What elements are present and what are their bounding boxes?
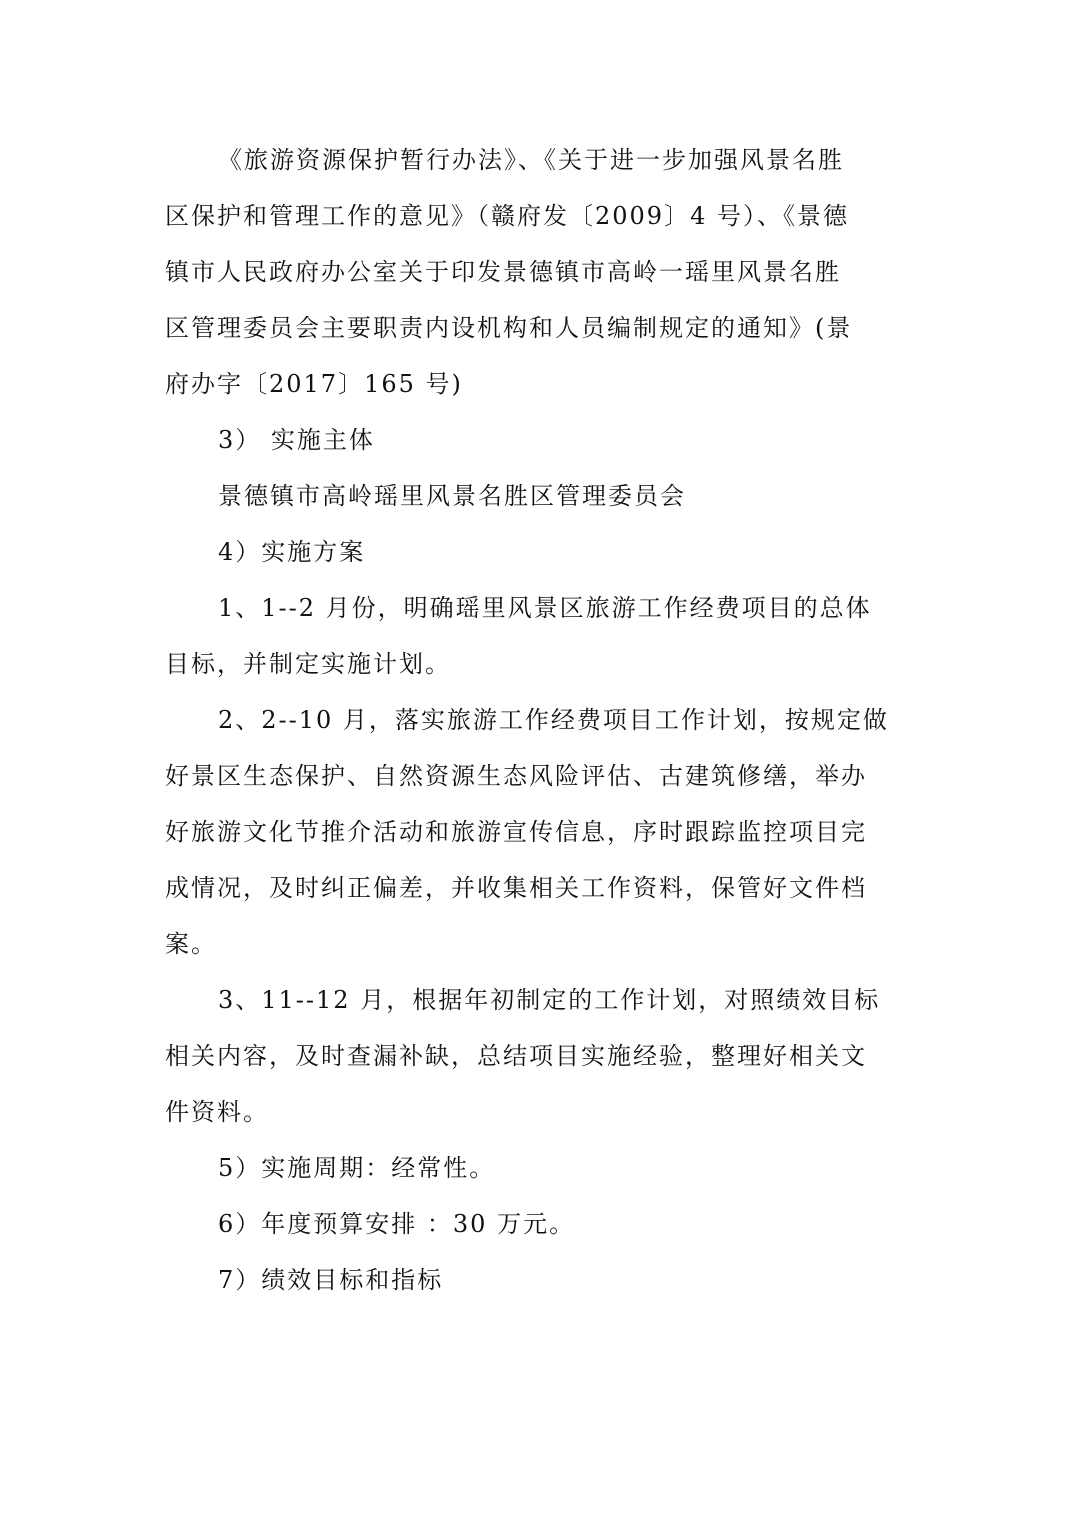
text-line: 区保护和管理工作的意见》（赣府发〔2009〕4 号）、《景德 bbox=[165, 202, 849, 230]
text-line: 好景区生态保护、自然资源生态风险评估、古建筑修缮，举办 bbox=[165, 762, 867, 790]
text-line: 相关内容，及时查漏补缺，总结项目实施经验，整理好相关文 bbox=[165, 1042, 867, 1070]
text-line: 景德镇市高岭瑶里风景名胜区管理委员会 bbox=[218, 482, 686, 510]
section-heading: 5）实施周期：经常性。 bbox=[218, 1154, 496, 1182]
text-line: 好旅游文化节推介活动和旅游宣传信息，序时跟踪监控项目完 bbox=[165, 818, 867, 846]
section-heading: 6）年度预算安排 ：30 万元。 bbox=[218, 1210, 576, 1238]
text-line: 目标，并制定实施计划。 bbox=[165, 650, 451, 678]
text-line: 镇市人民政府办公室关于印发景德镇市高岭一瑶里风景名胜 bbox=[165, 258, 841, 286]
text-line: 2、2--10 月，落实旅游工作经费项目工作计划，按规定做 bbox=[218, 706, 889, 734]
text-line: 案。 bbox=[165, 930, 217, 958]
section-heading: 4）实施方案 bbox=[218, 538, 366, 566]
text-line: 《旅游资源保护暂行办法》、《关于进一步加强风景名胜 bbox=[218, 146, 844, 174]
section-heading: 3） 实施主体 bbox=[218, 426, 375, 454]
text-line: 府办字〔2017〕165 号) bbox=[165, 370, 463, 398]
text-line: 件资料。 bbox=[165, 1098, 269, 1126]
text-line: 区管理委员会主要职责内设机构和人员编制规定的通知》(景 bbox=[165, 314, 853, 342]
text-line: 1、1--2 月份，明确瑶里风景区旅游工作经费项目的总体 bbox=[218, 594, 872, 622]
text-line: 成情况，及时纠正偏差，并收集相关工作资料，保管好文件档 bbox=[165, 874, 867, 902]
section-heading: 7）绩效目标和指标 bbox=[218, 1266, 444, 1294]
text-line: 3、11--12 月，根据年初制定的工作计划，对照绩效目标 bbox=[218, 986, 881, 1014]
